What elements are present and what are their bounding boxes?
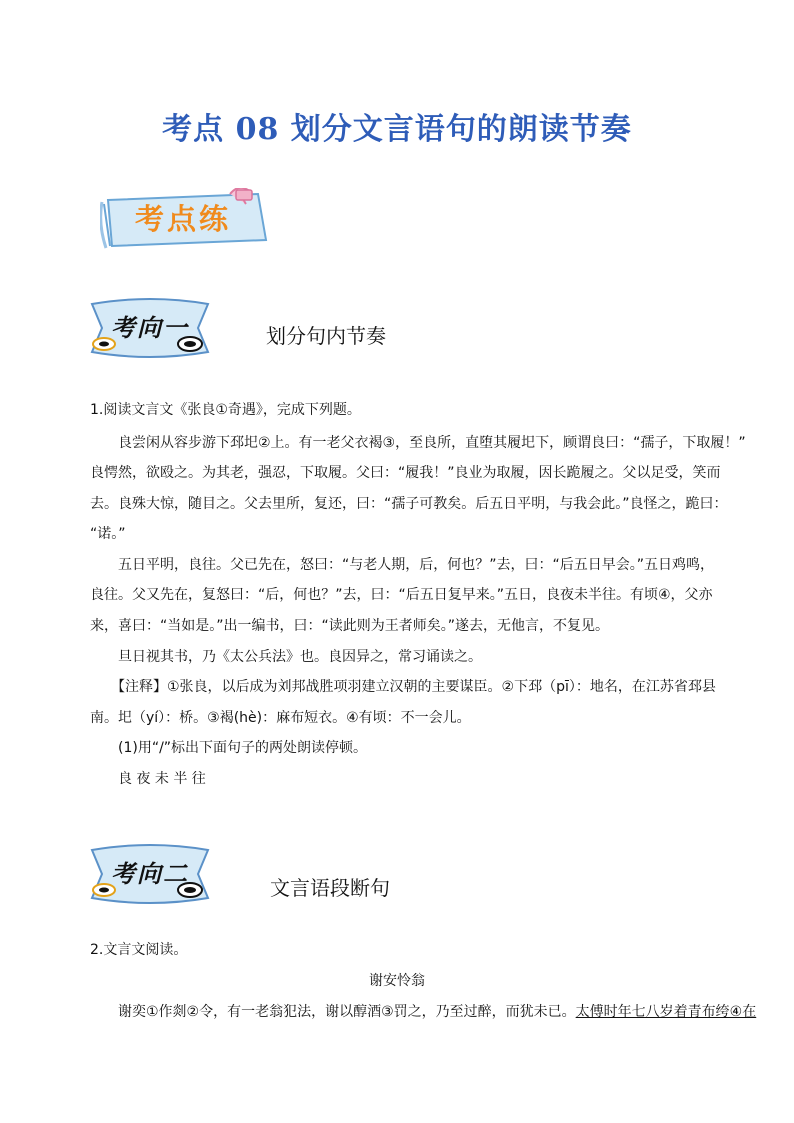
section-title-2: 文言语段断句 bbox=[270, 876, 390, 900]
passage-line: 五日平明，良往。父已先在，怒曰：“与老人期，后，何也？”去，曰：“后五日早会。”五日鸡鸣， bbox=[90, 557, 715, 573]
question-1-stem: 1.阅读文言文《张良①奇遇》，完成下列题。 bbox=[90, 402, 361, 418]
annotation-line: 南。圯（yí）：桥。③褐(hè)：麻布短衣。④有顷：不一会儿。 bbox=[90, 710, 471, 726]
exam-practice-badge bbox=[100, 188, 276, 254]
section-badge-1 bbox=[86, 296, 214, 364]
page-title: 考点 08 划分文言语句的朗读节奏 bbox=[162, 112, 632, 147]
badge-label: 考点练 bbox=[134, 202, 231, 236]
passage-line: “诺。” bbox=[90, 526, 126, 542]
section-badge-2 bbox=[86, 842, 214, 910]
passage-title: 谢安怜翁 bbox=[369, 973, 425, 989]
section-title-1: 划分句内节奏 bbox=[266, 324, 386, 348]
passage-line: 来，喜曰：“当如是。”出一编书，曰：“读此则为王者师矣。”遂去，无他言，不复见。 bbox=[90, 618, 610, 634]
passage-line: 旦日视其书，乃《太公兵法》也。良因异之，常习诵读之。 bbox=[90, 649, 482, 665]
section-badge-label: 考向二 bbox=[111, 859, 189, 888]
annotation-line: 【注释】①张良，以后成为刘邦战胜项羽建立汉朝的主要谋臣。②下邳（pī）：地名，在江苏省邳县 bbox=[90, 679, 716, 695]
passage-line bbox=[90, 1004, 757, 1020]
sub-question-sentence: 良 夜 未 半 往 bbox=[90, 771, 206, 787]
passage-line: 良往。父又先在，复怒曰：“后，何也？”去，曰：“后五日复早来。”五日，良夜未半往。有顷④，父亦 bbox=[90, 587, 713, 603]
passage-line: 良尝闲从容步游下邳圯②上。有一老父衣褐③，至良所，直堕其履圯下，顾谓良曰：“孺子，下取履！” bbox=[90, 435, 746, 451]
section-badge-label: 考向一 bbox=[111, 313, 189, 342]
underlined-sentence: 太傅时年七八岁着青布绔④在 bbox=[575, 1004, 757, 1020]
passage-text: 谢奕①作剡②令，有一老翁犯法，谢以醇酒③罚之，乃至过醉，而犹未已。 bbox=[90, 1004, 576, 1020]
passage-line: 良愕然，欲殴之。为其老，强忍，下取履。父曰：“履我！”良业为取履，因长跪履之。父以足受，笑而 bbox=[90, 465, 721, 481]
question-2-stem: 2.文言文阅读。 bbox=[90, 942, 188, 958]
sub-question: (1)用“/”标出下面句子的两处朗读停顿。 bbox=[90, 740, 368, 756]
passage-line: 去。良殊大惊，随目之。父去里所，复还，曰：“孺子可教矣。后五日平明，与我会此。”良怪之，跪曰： bbox=[90, 496, 728, 512]
